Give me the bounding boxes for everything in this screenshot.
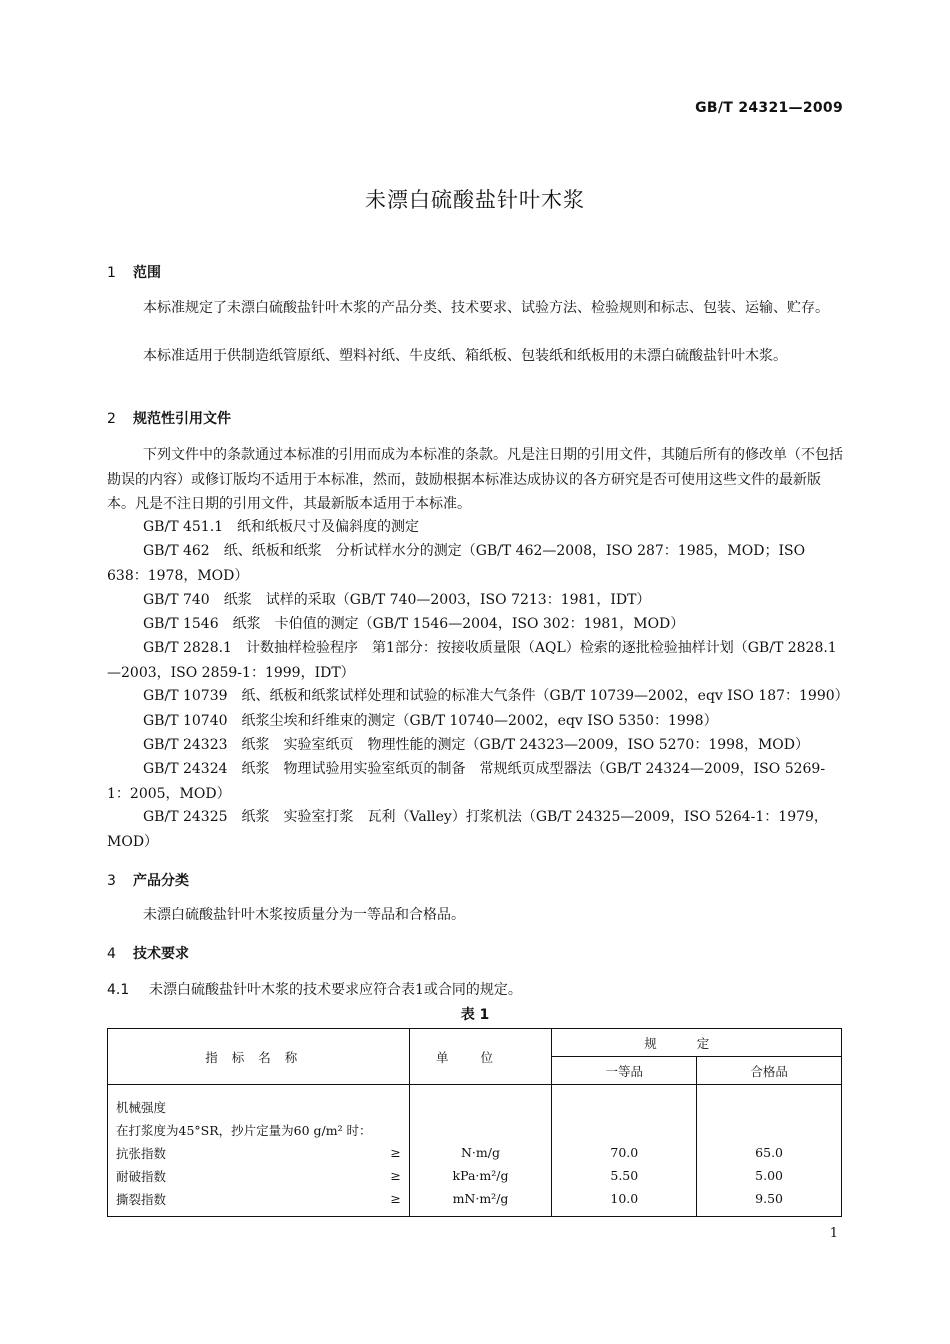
row-name: 耐破指数 [116, 1168, 167, 1184]
reference-item: GB/T 1546 纸浆 卡伯值的测定（GB/T 1546—2004，ISO 302：1981，MOD） [143, 616, 685, 632]
header-grade1: 一等品 [552, 1057, 697, 1085]
grade1-value: 10.0 [610, 1191, 639, 1206]
header-spec: 规定 [552, 1029, 842, 1057]
paragraph: 未漂白硫酸盐针叶木浆按质量分为一等品和合格品。 [143, 907, 465, 923]
indicator-names-cell [108, 1085, 410, 1217]
grade2-value: 5.00 [755, 1168, 784, 1183]
section-number: 4 [107, 946, 116, 962]
standard-number: GB/T 24321—2009 [695, 100, 843, 116]
subsection-number: 4.1 [107, 982, 130, 998]
grade2-value: 65.0 [755, 1145, 784, 1160]
test-condition: 在打浆度为45°SR，抄片定量为60 g/m² 时： [116, 1122, 372, 1138]
table-row [108, 1164, 409, 1187]
units-cell [409, 1085, 552, 1217]
unit-value: kPa·m²/g [452, 1168, 509, 1183]
header-indicator-name: 指标名称 [108, 1029, 410, 1085]
reference-item: GB/T 462 纸、纸板和纸浆 分析试样水分的测定（GB/T 462—2008，ISO 287：1985，MOD；ISO 638：1978，MOD） [107, 543, 806, 584]
grade2-value: 9.50 [755, 1191, 784, 1206]
operator: ≥ [390, 1168, 401, 1183]
grade2-cell [697, 1085, 842, 1217]
table-caption: 表 1 [460, 1007, 490, 1023]
subsection-text: 未漂白硫酸盐针叶木浆的技术要求应符合表1或合同的规定。 [149, 982, 522, 998]
row-name: 抗张指数 [116, 1145, 167, 1161]
document-title: 未漂白硫酸盐针叶木浆 [365, 188, 585, 212]
group-title: 机械强度 [116, 1099, 167, 1115]
reference-item: GB/T 2828.1 计数抽样检验程序 第1部分：按接收质量限（AQL）检索的逐批检验抽样计划（GB/T 2828.1—2003，ISO 2859-1：1999，IDT） [107, 640, 837, 681]
reference-item: GB/T 24325 纸浆 实验室打浆 瓦利（Valley）打浆机法（GB/T 24325—2009，ISO 5264-1：1979，MOD） [107, 809, 828, 850]
section-number: 1 [107, 265, 116, 281]
grade1-value: 70.0 [610, 1145, 639, 1160]
paragraph: 本标准适用于供制造纸管原纸、塑料衬纸、牛皮纸、箱纸板、包装纸和纸板用的未漂白硫酸盐针叶木浆。 [143, 348, 787, 364]
unit-value: N·m/g [460, 1145, 500, 1160]
grade1-cell [552, 1085, 697, 1217]
reference-item: GB/T 24323 纸浆 实验室纸页 物理性能的测定（GB/T 24323—2009，ISO 5270：1998，MOD） [143, 737, 809, 753]
paragraph: 本标准规定了未漂白硫酸盐针叶木浆的产品分类、技术要求、试验方法、检验规则和标志、包装、运输、贮存。 [143, 300, 829, 316]
section-title: 产品分类 [133, 873, 189, 889]
spec-table [107, 1028, 842, 1217]
section-1-heading [107, 262, 161, 282]
reference-item: GB/T 10740 纸浆尘埃和纤维束的测定（GB/T 10740—2002，eqv ISO 5350：1998） [143, 713, 718, 729]
page-number: 1 [829, 1226, 838, 1241]
section-4-heading [107, 943, 189, 963]
operator: ≥ [390, 1145, 401, 1160]
reference-item: GB/T 740 纸浆 试样的采取（GB/T 740—2003，ISO 7213：1981，IDT） [143, 592, 651, 608]
section-3-heading [107, 870, 189, 890]
section-2-heading [107, 408, 231, 428]
table-row [108, 1187, 409, 1210]
reference-item: GB/T 24324 纸浆 物理试验用实验室纸页的制备 常规纸页成型器法（GB/T 24324—2009，ISO 5269-1：2005，MOD） [107, 761, 826, 802]
paragraph: 下列文件中的条款通过本标准的引用而成为本标准的条款。凡是注日期的引用文件，其随后所有的修改单（不包括勘误的内容）或修订版均不适用于本标准，然而，鼓励根据本标准达成协议的各方研究是否可使用这些文件的最新版本。凡是不注日期的引用文件，其最新版本适用于本标准。 [107, 447, 843, 512]
operator: ≥ [390, 1191, 401, 1206]
reference-item: GB/T 451.1 纸和纸板尺寸及偏斜度的测定 [143, 519, 420, 535]
section-title: 规范性引用文件 [133, 411, 231, 427]
header-unit: 单位 [409, 1029, 552, 1085]
section-number: 3 [107, 873, 116, 889]
table-row [108, 1141, 409, 1164]
grade1-value: 5.50 [610, 1168, 639, 1183]
unit-value: mN·m²/g [452, 1191, 509, 1206]
row-name: 撕裂指数 [116, 1191, 167, 1207]
header-grade2: 合格品 [697, 1057, 842, 1085]
subsection-4-1 [107, 979, 522, 999]
section-title: 范围 [133, 265, 161, 281]
reference-item: GB/T 10739 纸、纸板和纸浆试样处理和试验的标准大气条件（GB/T 10739—2002，eqv ISO 187：1990） [143, 688, 849, 704]
section-number: 2 [107, 411, 116, 427]
section-title: 技术要求 [133, 946, 189, 962]
